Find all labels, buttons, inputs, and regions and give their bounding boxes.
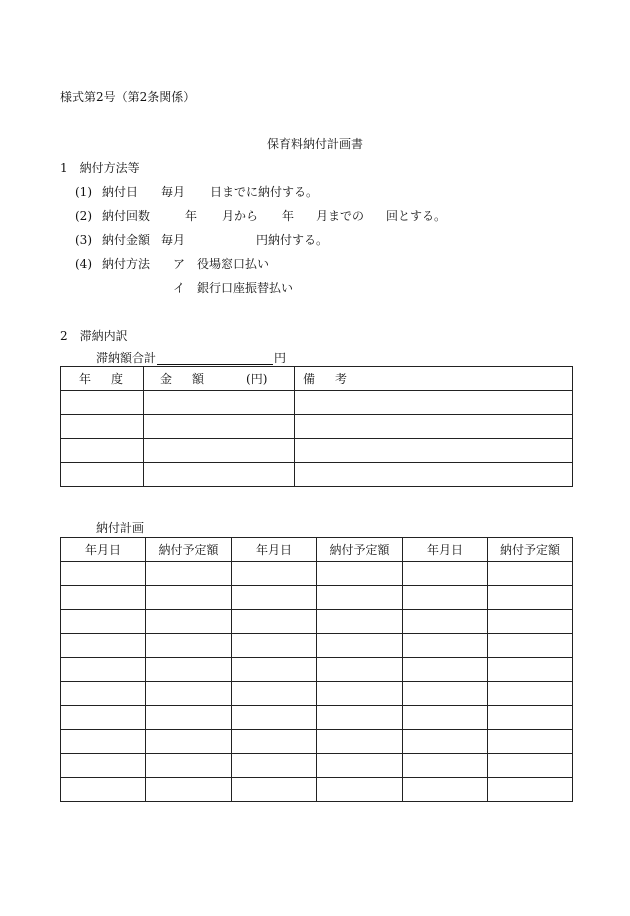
scheduled-amount-cell[interactable] — [488, 778, 573, 802]
item3-label: 納付金額 — [102, 233, 151, 247]
total-amount-field[interactable] — [157, 364, 273, 365]
date-cell[interactable] — [403, 754, 488, 778]
section1-heading: 1 納付方法等 — [60, 161, 140, 175]
scheduled-amount-cell[interactable] — [488, 754, 573, 778]
scheduled-amount-cell[interactable] — [146, 658, 232, 682]
amount-cell[interactable] — [144, 391, 295, 415]
date-cell[interactable] — [61, 706, 146, 730]
scheduled-amount-cell[interactable] — [146, 778, 232, 802]
date-cell[interactable] — [403, 730, 488, 754]
scheduled-amount-cell[interactable] — [317, 778, 403, 802]
table-row — [61, 586, 573, 610]
table-row — [61, 415, 573, 439]
scheduled-amount-cell[interactable] — [488, 562, 573, 586]
date-cell[interactable] — [61, 682, 146, 706]
table-row — [61, 463, 573, 487]
arrears-header-row — [61, 367, 573, 391]
form-number: 様式第2号（第2条関係） — [60, 90, 196, 104]
item1-part2: 日までに納付する。 — [210, 185, 319, 199]
scheduled-amount-cell[interactable] — [317, 634, 403, 658]
table-row — [61, 562, 573, 586]
item2-part4: 月までの — [316, 209, 365, 223]
item2-part1: 年 — [185, 209, 198, 223]
scheduled-amount-cell[interactable] — [488, 682, 573, 706]
total-unit: 円 — [274, 351, 287, 365]
remarks-cell[interactable] — [295, 391, 573, 415]
date-cell[interactable] — [403, 778, 488, 802]
scheduled-amount-cell[interactable] — [488, 634, 573, 658]
item4-label: 納付方法 — [102, 257, 151, 271]
item2-part2: 月から — [222, 209, 259, 223]
item2-label: 納付回数 — [102, 209, 151, 223]
fiscal-year-cell[interactable] — [61, 463, 144, 487]
scheduled-amount-cell[interactable] — [146, 754, 232, 778]
item4-option1-text: 役場窓口払い — [197, 257, 270, 271]
item3-number: (3) — [75, 233, 92, 247]
item3-part2: 円納付する。 — [256, 233, 329, 247]
table-row — [61, 658, 573, 682]
remarks-cell[interactable] — [295, 415, 573, 439]
header-date: 年月日 — [61, 538, 146, 562]
remarks-cell[interactable] — [295, 463, 573, 487]
date-cell[interactable] — [61, 610, 146, 634]
scheduled-amount-cell[interactable] — [488, 706, 573, 730]
scheduled-amount-cell[interactable] — [488, 610, 573, 634]
date-cell[interactable] — [61, 586, 146, 610]
header-amount: 金 額 (円) — [144, 367, 295, 391]
header-scheduled-amount: 納付予定額 — [146, 538, 232, 562]
date-cell[interactable] — [232, 730, 317, 754]
header-remarks: 備 考 — [295, 367, 573, 391]
arrears-table — [60, 366, 573, 487]
date-cell[interactable] — [232, 658, 317, 682]
scheduled-amount-cell[interactable] — [488, 658, 573, 682]
date-cell[interactable] — [403, 634, 488, 658]
header-date: 年月日 — [232, 538, 317, 562]
remarks-cell[interactable] — [295, 439, 573, 463]
scheduled-amount-cell[interactable] — [317, 706, 403, 730]
plan-label: 納付計画 — [96, 521, 145, 535]
date-cell[interactable] — [403, 610, 488, 634]
scheduled-amount-cell[interactable] — [488, 730, 573, 754]
scheduled-amount-cell[interactable] — [146, 706, 232, 730]
plan-header-row — [61, 538, 573, 562]
item2-part5: 回とする。 — [386, 209, 447, 223]
date-cell[interactable] — [232, 706, 317, 730]
scheduled-amount-cell[interactable] — [488, 586, 573, 610]
amount-cell[interactable] — [144, 439, 295, 463]
item1-part1: 毎月 — [161, 185, 186, 199]
item4-number: (4) — [75, 257, 92, 271]
payment-plan-table — [60, 537, 573, 802]
scheduled-amount-cell[interactable] — [146, 562, 232, 586]
scheduled-amount-cell[interactable] — [146, 730, 232, 754]
date-cell[interactable] — [61, 658, 146, 682]
item4-option1-mark: ア — [173, 257, 186, 271]
scheduled-amount-cell[interactable] — [317, 754, 403, 778]
scheduled-amount-cell[interactable] — [317, 730, 403, 754]
date-cell[interactable] — [403, 586, 488, 610]
item4-option2-text: 銀行口座振替払い — [197, 281, 294, 295]
item1-number: (1) — [75, 185, 92, 199]
scheduled-amount-cell[interactable] — [146, 610, 232, 634]
date-cell[interactable] — [61, 562, 146, 586]
scheduled-amount-cell[interactable] — [317, 658, 403, 682]
item3-part1: 毎月 — [161, 233, 186, 247]
table-row — [61, 730, 573, 754]
scheduled-amount-cell[interactable] — [317, 586, 403, 610]
date-cell[interactable] — [232, 778, 317, 802]
table-row — [61, 391, 573, 415]
date-cell[interactable] — [232, 610, 317, 634]
table-row — [61, 610, 573, 634]
scheduled-amount-cell[interactable] — [317, 610, 403, 634]
fiscal-year-cell[interactable] — [61, 439, 144, 463]
date-cell[interactable] — [61, 754, 146, 778]
date-cell[interactable] — [61, 778, 146, 802]
table-row — [61, 778, 573, 802]
document-title: 保育料納付計画書 — [266, 137, 363, 151]
date-cell[interactable] — [232, 754, 317, 778]
fiscal-year-cell[interactable] — [61, 415, 144, 439]
date-cell[interactable] — [61, 730, 146, 754]
item2-number: (2) — [75, 209, 92, 223]
header-scheduled-amount: 納付予定額 — [317, 538, 403, 562]
date-cell[interactable] — [403, 658, 488, 682]
scheduled-amount-cell[interactable] — [146, 634, 232, 658]
date-cell[interactable] — [232, 562, 317, 586]
amount-cell[interactable] — [144, 415, 295, 439]
item4-option2-mark: イ — [173, 281, 186, 295]
fiscal-year-cell[interactable] — [61, 391, 144, 415]
date-cell[interactable] — [61, 634, 146, 658]
scheduled-amount-cell[interactable] — [317, 682, 403, 706]
header-scheduled-amount: 納付予定額 — [488, 538, 573, 562]
item2-part3: 年 — [282, 209, 295, 223]
table-row — [61, 634, 573, 658]
header-date: 年月日 — [403, 538, 488, 562]
date-cell[interactable] — [232, 682, 317, 706]
table-row — [61, 754, 573, 778]
date-cell[interactable] — [403, 706, 488, 730]
date-cell[interactable] — [403, 682, 488, 706]
scheduled-amount-cell[interactable] — [317, 562, 403, 586]
date-cell[interactable] — [232, 586, 317, 610]
scheduled-amount-cell[interactable] — [146, 682, 232, 706]
item1-label: 納付日 — [102, 185, 139, 199]
total-label: 滞納額合計 — [96, 351, 157, 365]
table-row — [61, 682, 573, 706]
table-row — [61, 706, 573, 730]
date-cell[interactable] — [403, 562, 488, 586]
date-cell[interactable] — [232, 634, 317, 658]
amount-cell[interactable] — [144, 463, 295, 487]
header-fiscal-year: 年 度 — [61, 367, 144, 391]
scheduled-amount-cell[interactable] — [146, 586, 232, 610]
table-row — [61, 439, 573, 463]
section2-heading: 2 滞納内訳 — [60, 329, 128, 343]
